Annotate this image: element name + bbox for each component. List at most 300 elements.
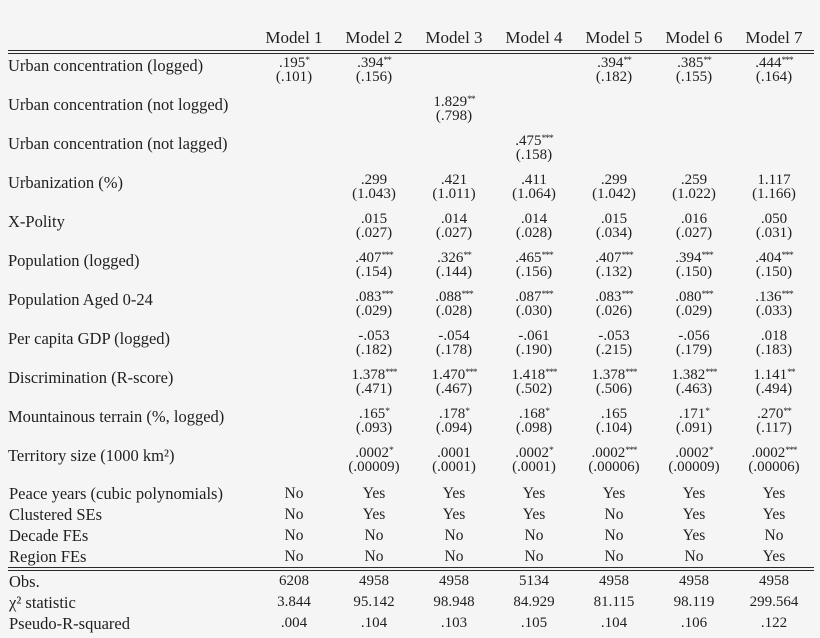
flag-cell: No xyxy=(284,506,304,523)
coef-cell xyxy=(414,405,494,444)
significance-stars: * xyxy=(705,407,709,417)
coef-value xyxy=(654,252,734,266)
coef-cell xyxy=(734,366,814,405)
coef-number: .015 xyxy=(600,211,628,227)
coef-cell xyxy=(574,327,654,366)
flag-cell: No xyxy=(764,527,784,544)
coef-number: .465 xyxy=(515,250,542,266)
significance-stars: *** xyxy=(381,290,393,300)
flag-cell: Yes xyxy=(682,527,706,544)
coef-number: .0002 xyxy=(355,445,389,461)
column-header: Model 5 xyxy=(574,28,654,52)
coef-cell xyxy=(334,327,414,366)
significance-stars: * xyxy=(305,56,309,66)
coef-number: .0002 xyxy=(751,445,786,461)
coef-cell xyxy=(254,52,334,93)
significance-stars: ** xyxy=(383,56,391,66)
coef-number: 1.378 xyxy=(351,367,386,383)
std-error: (.104) xyxy=(595,419,633,436)
std-error: (.027) xyxy=(675,224,713,241)
std-error: (1.042) xyxy=(592,185,636,202)
significance-stars: *** xyxy=(705,368,717,378)
coef-value xyxy=(734,408,814,422)
coef-cell xyxy=(254,366,334,405)
coef-cell xyxy=(654,210,734,249)
significance-stars: * xyxy=(549,446,553,456)
row-label: Per capita GDP (logged) xyxy=(8,329,171,348)
std-error: (.150) xyxy=(675,263,713,280)
table-row xyxy=(8,366,814,405)
coef-value xyxy=(734,369,814,383)
significance-stars: ** xyxy=(703,56,711,66)
coef-value xyxy=(494,213,574,227)
std-error: (.182) xyxy=(595,68,633,85)
std-error: (1.011) xyxy=(432,185,476,202)
coef-value xyxy=(574,291,654,305)
coef-number: .018 xyxy=(760,328,788,344)
coef-number: 1.378 xyxy=(591,367,626,383)
coef-number: .0002 xyxy=(591,445,626,461)
significance-stars: *** xyxy=(701,251,713,261)
stat-cell: 95.142 xyxy=(353,594,395,610)
std-error: (1.022) xyxy=(672,185,716,202)
table-row xyxy=(8,405,814,444)
std-error: (.156) xyxy=(355,68,393,85)
coef-number: .083 xyxy=(595,289,622,305)
std-error: (.471) xyxy=(355,380,393,397)
flag-cell: No xyxy=(444,527,464,544)
coef-value xyxy=(734,252,814,266)
coef-number: .087 xyxy=(515,289,542,305)
std-error: (.182) xyxy=(355,341,393,358)
flag-cell: No xyxy=(414,546,494,569)
coef-number: .326 xyxy=(437,250,464,266)
coef-cell xyxy=(734,210,814,249)
flag-cell: No xyxy=(254,546,334,569)
coef-number: .178 xyxy=(439,406,466,422)
std-error: (.158) xyxy=(515,146,553,163)
coef-cell xyxy=(334,249,414,288)
std-error: (1.064) xyxy=(512,185,556,202)
coef-value xyxy=(494,369,574,383)
coef-value xyxy=(334,213,414,227)
significance-stars: ** xyxy=(467,95,475,105)
coef-value xyxy=(494,330,574,344)
coef-number: .407 xyxy=(595,250,622,266)
flag-cell: Yes xyxy=(682,485,706,502)
std-error: (.00009) xyxy=(348,458,400,475)
coef-number: 1.141 xyxy=(753,367,788,383)
significance-stars: *** xyxy=(625,446,637,456)
std-error: (.463) xyxy=(675,380,713,397)
coef-cell xyxy=(654,93,734,132)
coef-cell xyxy=(254,327,334,366)
coef-number: .0001 xyxy=(437,445,471,461)
coef-cell xyxy=(494,405,574,444)
stat-cell: .122 xyxy=(760,615,788,631)
coef-cell xyxy=(494,366,574,405)
coef-cell xyxy=(574,444,654,483)
coef-cell xyxy=(574,288,654,327)
row-label: Obs. xyxy=(9,572,40,591)
table-row xyxy=(8,546,814,569)
flag-cell: No xyxy=(604,527,624,544)
coef-value xyxy=(654,369,734,383)
stat-cell: 4958 xyxy=(679,573,709,589)
coef-number: .016 xyxy=(680,211,708,227)
row-label: Urban concentration (not lagged) xyxy=(8,134,228,153)
significance-stars: *** xyxy=(541,134,553,144)
coef-cell xyxy=(414,93,494,132)
coef-value xyxy=(334,447,414,461)
coef-value xyxy=(334,57,414,71)
significance-stars: *** xyxy=(785,446,797,456)
stat-cell: 5134 xyxy=(519,573,549,589)
std-error: (.150) xyxy=(755,263,793,280)
coef-number: -.056 xyxy=(678,328,710,344)
coef-value xyxy=(734,291,814,305)
std-error: (.028) xyxy=(435,302,473,319)
coef-cell xyxy=(334,93,414,132)
coef-value xyxy=(654,57,734,71)
coef-value xyxy=(734,174,814,188)
flag-cell: Yes xyxy=(442,506,466,523)
coef-cell xyxy=(574,52,654,93)
row-label: Mountainous terrain (%, logged) xyxy=(8,407,225,426)
std-error: (1.166) xyxy=(752,185,796,202)
std-error: (.798) xyxy=(435,107,473,124)
std-error: (.155) xyxy=(675,68,713,85)
coef-value xyxy=(654,213,734,227)
coef-cell xyxy=(334,132,414,171)
column-header: Model 7 xyxy=(734,28,814,52)
significance-stars: *** xyxy=(701,290,713,300)
table-row xyxy=(8,132,814,171)
coef-number: .136 xyxy=(755,289,782,305)
coef-number: .015 xyxy=(360,211,388,227)
coef-cell xyxy=(574,366,654,405)
coef-number: -.061 xyxy=(518,328,550,344)
flag-cell: Yes xyxy=(682,506,706,523)
flag-cell: Yes xyxy=(362,485,386,502)
std-error: (.091) xyxy=(675,419,713,436)
coef-cell xyxy=(734,132,814,171)
coef-cell xyxy=(334,405,414,444)
std-error: (.117) xyxy=(756,419,792,436)
coef-number: .394 xyxy=(597,55,624,71)
coef-value xyxy=(574,408,654,422)
std-error: (.154) xyxy=(355,263,393,280)
coef-number: .404 xyxy=(755,250,782,266)
table-row xyxy=(8,504,814,525)
significance-stars: *** xyxy=(781,251,793,261)
coef-cell xyxy=(574,93,654,132)
coef-cell xyxy=(254,444,334,483)
coef-cell xyxy=(254,171,334,210)
coef-value xyxy=(334,174,414,188)
flag-cell: No xyxy=(654,546,734,569)
flag-cell: Yes xyxy=(362,506,386,523)
coef-value xyxy=(654,174,734,188)
coef-value xyxy=(334,330,414,344)
coef-cell xyxy=(494,52,574,93)
coef-cell xyxy=(254,93,334,132)
std-error: (.029) xyxy=(675,302,713,319)
flag-cell: Yes xyxy=(522,506,546,523)
coef-cell xyxy=(334,210,414,249)
significance-stars: *** xyxy=(621,251,633,261)
coef-value xyxy=(734,213,814,227)
coef-cell xyxy=(414,288,494,327)
coef-cell xyxy=(734,288,814,327)
coef-value xyxy=(494,174,574,188)
coef-cell xyxy=(734,327,814,366)
std-error: (.00006) xyxy=(588,458,640,475)
coef-cell xyxy=(654,171,734,210)
coef-cell xyxy=(254,210,334,249)
coef-number: .050 xyxy=(760,211,788,227)
coef-cell xyxy=(414,210,494,249)
row-label: Urban concentration (logged) xyxy=(8,56,204,75)
coef-cell xyxy=(654,366,734,405)
significance-stars: *** xyxy=(541,251,553,261)
significance-stars: *** xyxy=(461,290,473,300)
coef-number: .165 xyxy=(600,406,628,422)
significance-stars: ** xyxy=(783,407,791,417)
column-header: Model 3 xyxy=(414,28,494,52)
std-error: (.506) xyxy=(595,380,633,397)
flag-cell: No xyxy=(364,527,384,544)
significance-stars: * xyxy=(385,407,389,417)
coef-cell xyxy=(654,132,734,171)
stat-cell: 3.844 xyxy=(277,594,311,610)
coef-cell xyxy=(494,288,574,327)
coef-cell xyxy=(254,288,334,327)
significance-stars: * xyxy=(389,446,393,456)
significance-stars: ** xyxy=(463,251,471,261)
std-error: (.094) xyxy=(435,419,473,436)
flag-cell: Yes xyxy=(762,506,786,523)
stat-cell: .106 xyxy=(680,615,708,631)
coef-value xyxy=(494,135,574,149)
coef-cell xyxy=(734,171,814,210)
coef-number: .299 xyxy=(600,172,628,188)
table-row xyxy=(8,249,814,288)
coef-value xyxy=(334,408,414,422)
std-error: (.215) xyxy=(595,341,633,358)
flag-cell: Yes xyxy=(734,546,814,569)
std-error: (.00009) xyxy=(668,458,720,475)
coef-value xyxy=(734,57,814,71)
flag-cell: No xyxy=(284,485,304,502)
row-label: Discrimination (R-score) xyxy=(8,368,174,387)
row-label: Population Aged 0-24 xyxy=(8,290,153,309)
coef-number: .088 xyxy=(435,289,462,305)
coef-number: .014 xyxy=(440,211,468,227)
coef-cell xyxy=(494,132,574,171)
coef-value xyxy=(574,252,654,266)
coef-number: .168 xyxy=(519,406,546,422)
flag-cell: No xyxy=(604,506,624,523)
stat-cell: 4958 xyxy=(359,573,389,589)
coef-number: -.053 xyxy=(358,328,390,344)
coef-value xyxy=(574,174,654,188)
coef-number: .080 xyxy=(675,289,702,305)
coef-number: .083 xyxy=(355,289,382,305)
coef-cell xyxy=(654,249,734,288)
std-error: (.179) xyxy=(675,341,713,358)
coef-cell xyxy=(414,366,494,405)
std-error: (.144) xyxy=(435,263,473,280)
significance-stars: *** xyxy=(781,56,793,66)
std-error: (.132) xyxy=(595,263,633,280)
coef-value xyxy=(334,291,414,305)
coef-cell xyxy=(574,132,654,171)
stat-cell: .104 xyxy=(600,615,628,631)
significance-stars: *** xyxy=(385,368,397,378)
coef-number: .394 xyxy=(675,250,702,266)
std-error: (.494) xyxy=(755,380,793,397)
coef-value xyxy=(414,96,494,110)
significance-stars: *** xyxy=(621,290,633,300)
std-error: (.467) xyxy=(435,380,473,397)
coef-cell xyxy=(334,52,414,93)
table-row xyxy=(8,171,814,210)
coef-cell xyxy=(734,405,814,444)
flag-cell: No xyxy=(334,546,414,569)
flag-cell: No xyxy=(574,546,654,569)
significance-stars: *** xyxy=(781,290,793,300)
row-label: X-Polity xyxy=(8,212,65,231)
significance-stars: * xyxy=(545,407,549,417)
row-label: Population (logged) xyxy=(8,251,140,270)
coef-cell xyxy=(334,171,414,210)
significance-stars: *** xyxy=(541,290,553,300)
coef-number: 1.117 xyxy=(757,172,791,188)
coef-value xyxy=(654,408,734,422)
coef-cell xyxy=(494,93,574,132)
std-error: (.00006) xyxy=(748,458,800,475)
std-error: (.098) xyxy=(515,419,553,436)
coef-number: .0002 xyxy=(515,445,549,461)
coefficient-rows xyxy=(8,52,814,483)
stat-cell: 98.948 xyxy=(433,594,475,610)
coef-cell xyxy=(494,327,574,366)
coef-number: .394 xyxy=(357,55,384,71)
coef-cell xyxy=(334,366,414,405)
significance-stars: *** xyxy=(381,251,393,261)
std-error: (.029) xyxy=(355,302,393,319)
coef-cell xyxy=(734,444,814,483)
coef-cell xyxy=(574,405,654,444)
coef-cell xyxy=(414,52,494,93)
coef-number: .0002 xyxy=(675,445,709,461)
std-error: (.028) xyxy=(515,224,553,241)
coef-cell xyxy=(494,249,574,288)
flag-cell: Yes xyxy=(762,485,786,502)
coef-cell xyxy=(414,249,494,288)
stat-cell: 84.929 xyxy=(513,594,555,610)
row-label: Pseudo-R-squared xyxy=(9,614,130,633)
coef-cell xyxy=(334,444,414,483)
std-error: (.0001) xyxy=(432,458,476,475)
coef-cell xyxy=(734,93,814,132)
row-label: Urbanization (%) xyxy=(8,173,123,192)
coef-number: .407 xyxy=(355,250,382,266)
coef-number: -.053 xyxy=(598,328,630,344)
coef-cell xyxy=(574,249,654,288)
coef-cell xyxy=(654,327,734,366)
coef-cell xyxy=(254,249,334,288)
std-error: (.164) xyxy=(755,68,793,85)
row-label: Region FEs xyxy=(8,546,254,569)
coef-number: .475 xyxy=(515,133,542,149)
stat-cell: .105 xyxy=(520,615,548,631)
coef-number: .411 xyxy=(521,172,547,188)
coef-number: .165 xyxy=(359,406,386,422)
coef-number: 1.418 xyxy=(511,367,546,383)
coef-cell xyxy=(414,132,494,171)
table-row xyxy=(8,569,814,592)
coef-value xyxy=(654,291,734,305)
table-row xyxy=(8,210,814,249)
coef-number: .171 xyxy=(679,406,706,422)
coef-cell xyxy=(654,444,734,483)
coef-value xyxy=(574,330,654,344)
specification-rows xyxy=(8,483,814,569)
coef-value xyxy=(654,330,734,344)
coef-cell xyxy=(334,288,414,327)
coef-value xyxy=(414,213,494,227)
table-row xyxy=(8,613,814,634)
coef-value xyxy=(414,369,494,383)
std-error: (.101) xyxy=(275,68,313,85)
std-error: (.034) xyxy=(595,224,633,241)
coef-number: .014 xyxy=(520,211,548,227)
std-error: (.027) xyxy=(355,224,393,241)
coef-value xyxy=(334,369,414,383)
significance-stars: ** xyxy=(623,56,631,66)
coef-cell xyxy=(494,444,574,483)
column-header: Model 2 xyxy=(334,28,414,52)
significance-stars: * xyxy=(709,446,713,456)
coef-value xyxy=(494,252,574,266)
coef-cell xyxy=(734,52,814,93)
coef-value xyxy=(334,252,414,266)
coef-cell xyxy=(254,132,334,171)
flag-cell: Yes xyxy=(522,485,546,502)
row-label: Urban concentration (not logged) xyxy=(8,95,229,114)
std-error: (.026) xyxy=(595,302,633,319)
coef-value xyxy=(414,291,494,305)
coef-number: .270 xyxy=(757,406,784,422)
std-error: (.156) xyxy=(515,263,553,280)
header-row xyxy=(8,28,814,52)
coef-value xyxy=(414,174,494,188)
row-label: Decade FEs xyxy=(9,526,89,545)
flag-cell: No xyxy=(524,527,544,544)
coef-cell xyxy=(654,405,734,444)
std-error: (.178) xyxy=(435,341,473,358)
stat-cell: .104 xyxy=(360,615,388,631)
column-header: Model 1 xyxy=(254,28,334,52)
table-row xyxy=(8,525,814,546)
coef-value xyxy=(574,213,654,227)
row-label: Peace years (cubic polynomials) xyxy=(9,484,223,503)
coef-number: -.054 xyxy=(438,328,470,344)
table-row xyxy=(8,444,814,483)
row-label: Territory size (1000 km²) xyxy=(8,446,175,465)
